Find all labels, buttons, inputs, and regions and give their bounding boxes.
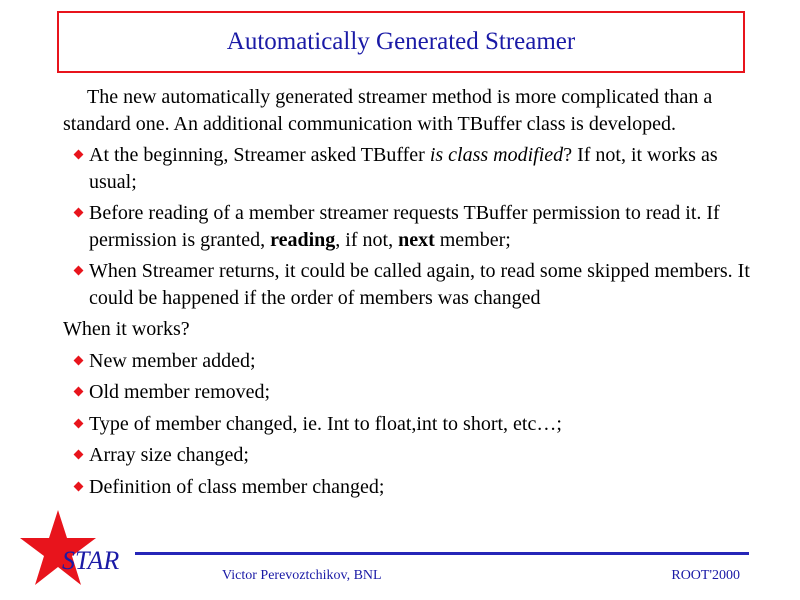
bullet-emphasis: is class modified: [429, 144, 564, 166]
bullet-text: ? If not, it works as usual;: [89, 144, 718, 193]
bullet-item: [63, 379, 753, 406]
intro-paragraph: [63, 84, 753, 137]
bullet-text: New member added;: [89, 349, 256, 372]
red-diamond-icon: [74, 387, 84, 397]
bullet-text: Definition of class member changed;: [89, 475, 385, 498]
red-diamond-icon: [74, 150, 84, 160]
when-heading: When it works?: [63, 318, 190, 340]
red-diamond-icon: [74, 266, 84, 276]
bullet-text: , if not,: [335, 228, 399, 251]
bullet-item: [63, 442, 753, 469]
bullet-item: [63, 411, 753, 438]
bullet-text: When Streamer returns, it could be called again, to read some skipped members. It could be happened if the order of members was changed: [89, 260, 750, 309]
footer-conference: ROOT'2000: [671, 568, 740, 583]
red-diamond-icon: [74, 481, 84, 491]
bullet-item: [63, 474, 753, 501]
slide-body: [63, 84, 753, 500]
title-box: [57, 11, 745, 73]
footer-rule: [135, 552, 749, 555]
red-diamond-icon: [74, 450, 84, 460]
red-diamond-icon: [74, 418, 84, 428]
slide-title: Automatically Generated Streamer: [226, 28, 576, 55]
intro-text: The new automatically generated streamer method is more complicated than a standard one. An additional communication with TBuffer class is developed.: [63, 86, 713, 135]
red-diamond-icon: [74, 355, 84, 365]
bullet-text: Array size changed;: [89, 444, 249, 466]
bullet-text: Type of member changed, ie. Int to float,int to short, etc…;: [89, 412, 562, 435]
footer-author: Victor Perevoztchikov, BNL: [222, 568, 382, 583]
star-logo-text: STAR: [62, 546, 120, 575]
bullet-text: Old member removed;: [89, 381, 271, 403]
bullet-text: member;: [434, 228, 511, 251]
red-diamond-icon: [74, 208, 84, 218]
bullet-item: [63, 258, 753, 311]
bullet-bold: next: [398, 228, 435, 251]
bullet-text: Before reading of a member streamer requests TBuffer permission to read it. If permission is granted,: [89, 202, 720, 251]
bullet-item: [63, 348, 753, 375]
bullet-item: [63, 142, 753, 195]
bullet-text: At the beginning, Streamer asked TBuffer: [89, 144, 430, 166]
bullet-item: [63, 200, 753, 253]
bullet-bold: reading: [270, 228, 336, 251]
